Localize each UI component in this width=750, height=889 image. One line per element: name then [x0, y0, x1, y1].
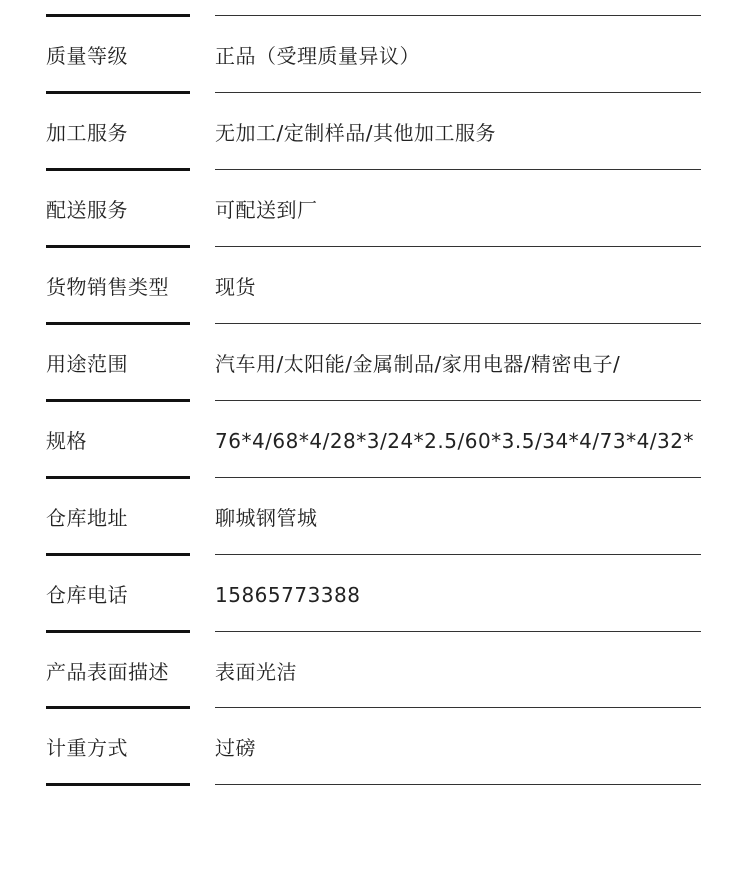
- value-rule: [215, 554, 701, 555]
- spec-label: 质量等级: [46, 44, 128, 68]
- value-rule: [215, 631, 701, 632]
- spec-value: 聊城钢管城: [215, 506, 318, 530]
- spec-row-delivery-service: [0, 172, 750, 249]
- value-rule: [215, 169, 701, 170]
- spec-label-cell: [46, 172, 190, 249]
- spec-label-cell: [46, 326, 190, 403]
- spec-value-cell: [215, 326, 701, 403]
- spec-label: 规格: [46, 429, 87, 453]
- spec-row-processing-service: [0, 95, 750, 172]
- spec-label: 加工服务: [46, 121, 128, 145]
- spec-label-cell: [46, 18, 190, 95]
- label-rule: [46, 630, 190, 633]
- spec-label-cell: [46, 480, 190, 557]
- spec-row-specification: [0, 403, 750, 480]
- spec-value: 无加工/定制样品/其他加工服务: [215, 121, 496, 145]
- label-rule: [46, 322, 190, 325]
- label-rule: [46, 245, 190, 248]
- label-rule: [46, 476, 190, 479]
- value-rule: [215, 246, 701, 247]
- spec-value: 过磅: [215, 736, 256, 760]
- value-rule: [215, 477, 701, 478]
- spec-value-cell: [215, 18, 701, 95]
- spec-row-warehouse-phone: [0, 557, 750, 634]
- spec-value: 汽车用/太阳能/金属制品/家用电器/精密电子/: [215, 352, 621, 376]
- spec-label: 用途范围: [46, 352, 128, 376]
- top-value-rule: [215, 15, 701, 16]
- spec-value-cell: [215, 557, 701, 634]
- spec-label: 产品表面描述: [46, 660, 169, 684]
- spec-row-quality-grade: [0, 18, 750, 95]
- label-rule: [46, 168, 190, 171]
- spec-value-cell: [215, 634, 701, 711]
- spec-row-weighing-method: [0, 710, 750, 787]
- spec-value-cell: [215, 249, 701, 326]
- value-rule: [215, 92, 701, 93]
- label-rule: [46, 91, 190, 94]
- spec-label: 配送服务: [46, 198, 128, 222]
- spec-value-cell: [215, 172, 701, 249]
- spec-value: 正品（受理质量异议）: [215, 44, 420, 68]
- spec-label: 计重方式: [46, 736, 128, 760]
- spec-label-cell: [46, 710, 190, 787]
- spec-value-cell: [215, 403, 701, 480]
- value-rule: [215, 323, 701, 324]
- spec-label-cell: [46, 557, 190, 634]
- label-rule: [46, 399, 190, 402]
- label-rule: [46, 706, 190, 709]
- spec-row-sales-type: [0, 249, 750, 326]
- spec-label: 仓库电话: [46, 583, 128, 607]
- spec-label: 仓库地址: [46, 506, 128, 530]
- spec-value-cell: [215, 710, 701, 787]
- spec-row-surface-description: [0, 634, 750, 711]
- spec-label: 货物销售类型: [46, 275, 169, 299]
- spec-value: 可配送到厂: [215, 198, 318, 222]
- value-rule: [215, 707, 701, 708]
- top-label-rule: [46, 14, 190, 17]
- spec-value-cell: [215, 95, 701, 172]
- spec-label-cell: [46, 403, 190, 480]
- spec-row-usage-scope: [0, 326, 750, 403]
- spec-value: 15865773388: [215, 583, 361, 607]
- spec-value: 现货: [215, 275, 256, 299]
- label-rule: [46, 783, 190, 786]
- spec-value: 表面光洁: [215, 660, 297, 684]
- value-rule: [215, 400, 701, 401]
- label-rule: [46, 553, 190, 556]
- spec-value: 76*4/68*4/28*3/24*2.5/60*3.5/34*4/73*4/32*: [215, 429, 694, 453]
- spec-label-cell: [46, 95, 190, 172]
- spec-label-cell: [46, 634, 190, 711]
- spec-label-cell: [46, 249, 190, 326]
- spec-value-cell: [215, 480, 701, 557]
- spec-row-warehouse-address: [0, 480, 750, 557]
- value-rule: [215, 784, 701, 785]
